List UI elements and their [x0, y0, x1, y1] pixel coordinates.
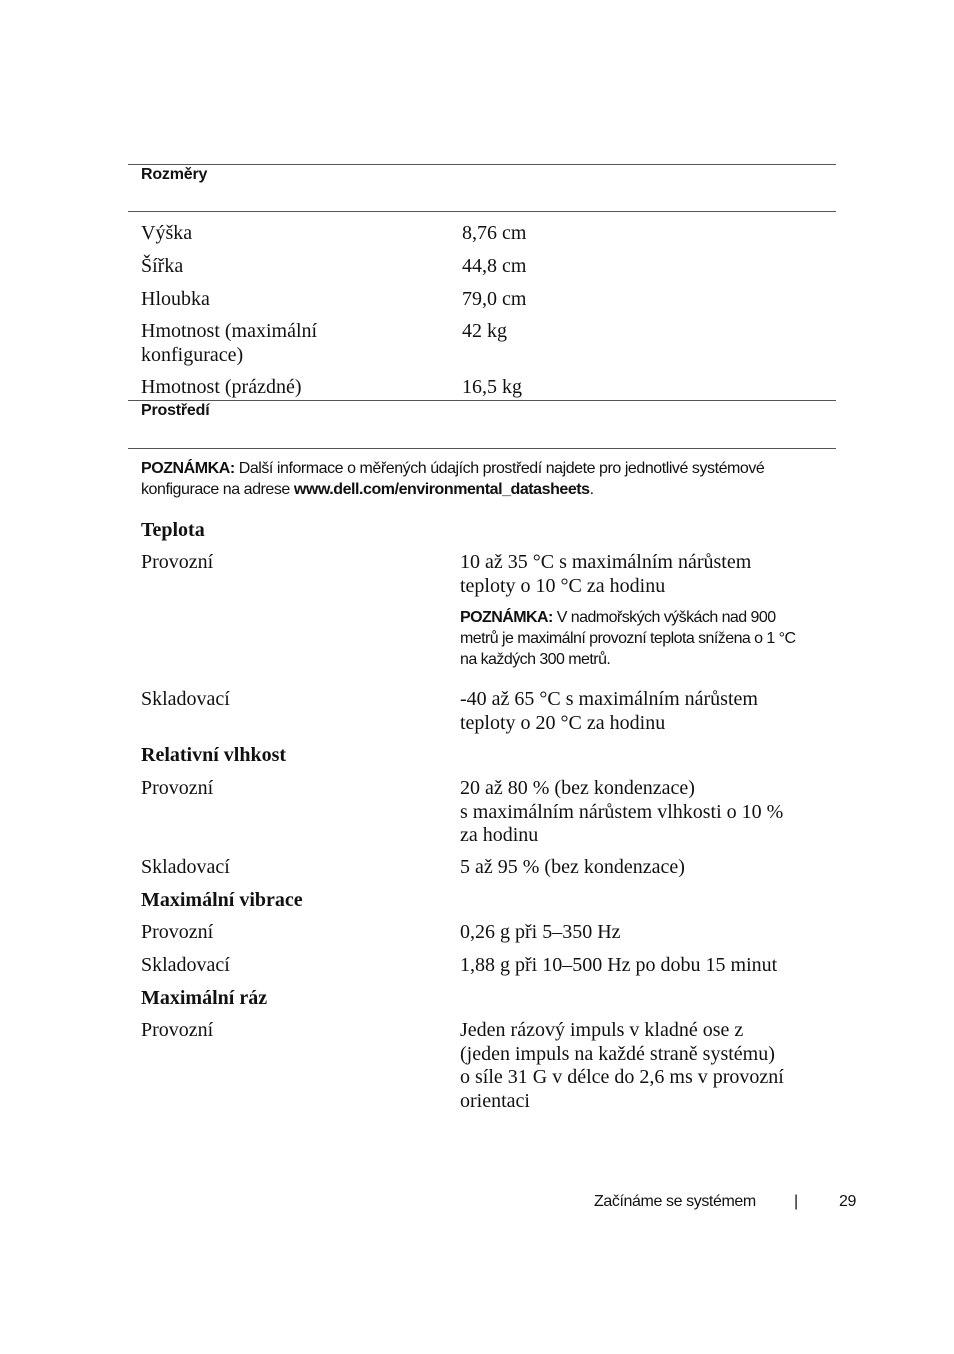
shock-operating-value — [460, 1019, 784, 1113]
humidity-storage-value: 5 až 95 % (bez kondenzace) — [460, 856, 685, 878]
shock-operating-line1: Jeden rázový impuls v kladné ose z — [460, 1019, 744, 1041]
temperature-heading: Teplota — [141, 519, 205, 541]
temperature-operating-line1: 10 až 35 °C s maximálním nárůstem — [460, 551, 752, 573]
temperature-operating-value — [460, 551, 751, 598]
empty-weight-value: 16,5 kg — [462, 376, 522, 398]
width-label: Šířka — [141, 255, 184, 277]
temperature-storage-line2: teploty o 20 °C za hodinu — [460, 711, 666, 734]
depth-label: Hloubka — [141, 288, 210, 310]
environment-note-line2 — [141, 479, 841, 500]
vibration-storage-label: Skladovací — [141, 954, 230, 976]
temperature-storage-value — [460, 688, 758, 735]
max-weight-label-line2: konfigurace) — [141, 343, 244, 366]
temperature-operating-label: Provozní — [141, 551, 214, 573]
empty-weight-label: Hmotnost (prázdné) — [141, 376, 302, 398]
vibration-operating-value: 0,26 g při 5–350 Hz — [460, 921, 621, 943]
environment-note-line1 — [141, 458, 841, 479]
vibration-storage-value: 1,88 g při 10–500 Hz po dobu 15 minut — [460, 954, 778, 976]
max-weight-label-line1: Hmotnost (maximální — [141, 320, 318, 342]
temperature-note-text1: V nadmořských výškách nad 900 — [552, 609, 776, 626]
note-text-2: konfigurace na adrese — [141, 481, 294, 498]
humidity-operating-label: Provozní — [141, 777, 214, 799]
note-end: . — [589, 481, 594, 498]
humidity-operating-value — [460, 777, 783, 848]
vibration-operating-label: Provozní — [141, 921, 214, 943]
dimensions-bottom-rule — [128, 211, 836, 212]
humidity-operating-line2: s maximálním nárůstem vlhkosti o 10 % — [460, 800, 784, 823]
note-label: POZNÁMKA: — [141, 460, 235, 477]
environment-note — [141, 458, 841, 500]
temperature-note-label: POZNÁMKA: — [460, 609, 553, 626]
temperature-note-line3: na každých 300 metrů. — [460, 651, 611, 668]
temperature-storage-label: Skladovací — [141, 688, 230, 710]
temperature-note — [460, 607, 796, 670]
shock-heading: Maximální ráz — [141, 987, 268, 1009]
shock-operating-label: Provozní — [141, 1019, 214, 1041]
shock-operating-line2: (jeden impuls na každé straně systému) — [460, 1042, 775, 1065]
humidity-operating-line1: 20 až 80 % (bez kondenzace) — [460, 777, 695, 799]
humidity-heading: Relativní vlhkost — [141, 744, 287, 766]
footer-separator: | — [794, 1193, 798, 1210]
note-text-1: Další informace o měřených údajích prostředí najdete pro jednotlivé systémové — [234, 460, 765, 477]
humidity-operating-line3: za hodinu — [460, 824, 539, 846]
dimensions-top-rule — [128, 164, 836, 165]
temperature-note-line2: metrů je maximální provozní teplota snížena o 1 °C — [460, 630, 796, 647]
environment-bottom-rule — [128, 448, 836, 449]
vibration-heading: Maximální vibrace — [141, 889, 303, 911]
width-value: 44,8 cm — [462, 255, 527, 277]
datasheets-link[interactable]: www.dell.com/environmental_datasheets — [293, 481, 590, 498]
temperature-note-line1 — [460, 607, 796, 628]
height-label: Výška — [141, 222, 193, 244]
environment-top-rule — [128, 400, 836, 401]
shock-operating-line3: o síle 31 G v délce do 2,6 ms v provozní — [460, 1066, 784, 1088]
temperature-storage-line1: -40 až 65 °C s maximálním nárůstem — [460, 688, 758, 710]
depth-value: 79,0 cm — [462, 288, 527, 310]
height-value: 8,76 cm — [462, 222, 527, 244]
humidity-storage-label: Skladovací — [141, 856, 230, 878]
footer-section-title: Začínáme se systémem — [594, 1193, 756, 1210]
page-number: 29 — [839, 1193, 856, 1210]
temperature-operating-line2: teploty o 10 °C za hodinu — [460, 574, 666, 597]
max-weight-value: 42 kg — [462, 320, 507, 342]
dimensions-heading: Rozměry — [141, 166, 208, 183]
max-weight-label — [141, 320, 317, 367]
shock-operating-line4: orientaci — [460, 1089, 530, 1112]
environment-heading: Prostředí — [141, 402, 210, 419]
